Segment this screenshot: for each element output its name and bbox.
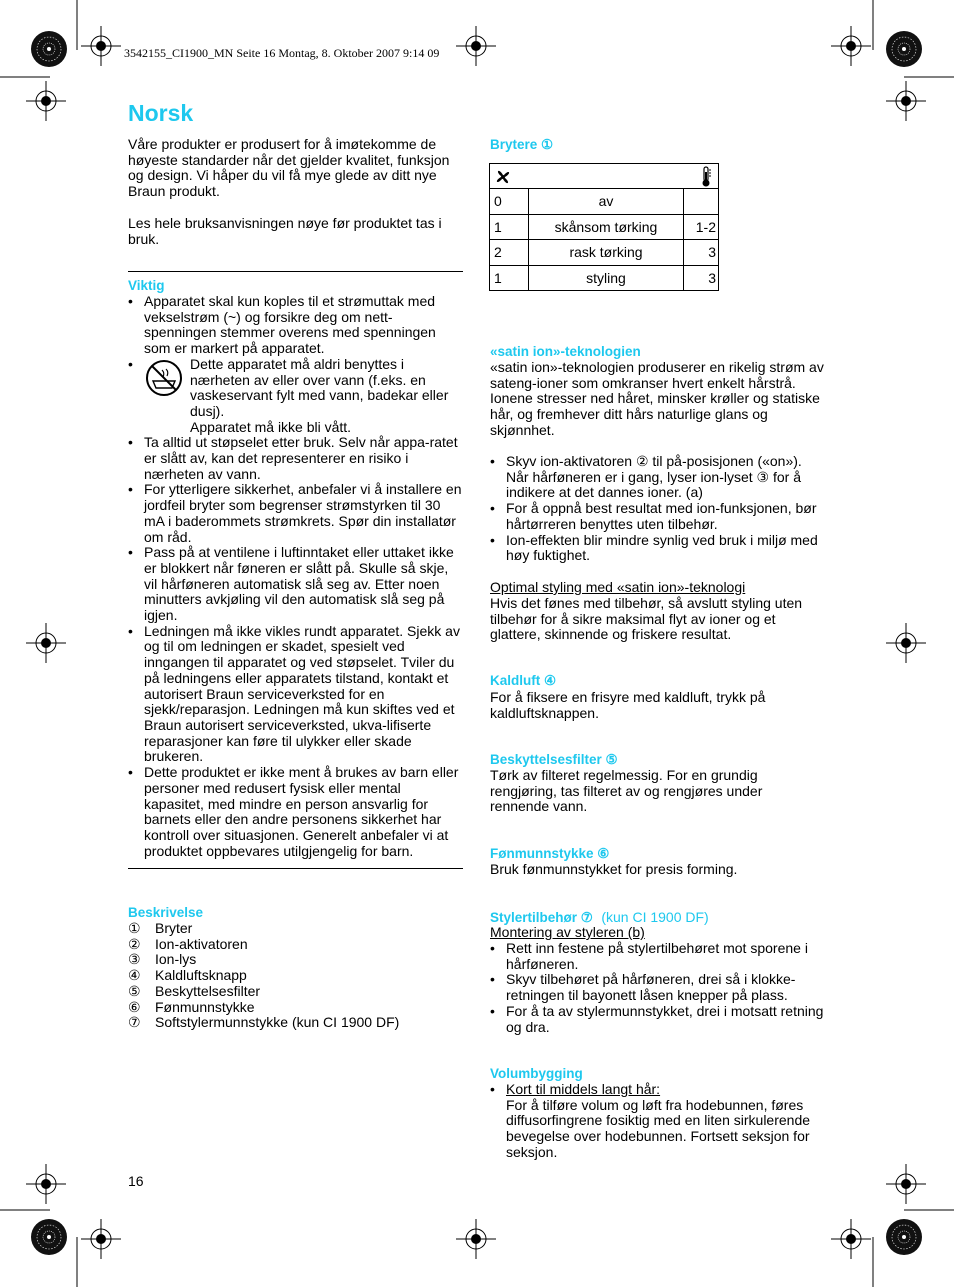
table-row bbox=[490, 240, 719, 266]
thermometer-icon bbox=[700, 166, 712, 188]
table-cell: 1 bbox=[490, 214, 529, 240]
volum-heading: Volumbygging bbox=[490, 1066, 583, 1081]
list-item bbox=[128, 952, 463, 968]
list-item bbox=[128, 984, 463, 1000]
styler-sub: Montering av styleren (b) bbox=[490, 924, 645, 940]
satin-list bbox=[490, 454, 825, 564]
list-item: • Skyv ion-aktivatoren ② til på-posisjonen («on»). Når hårføneren er i gang, lyser ion-lyset ③ for å indikere at det dannes ioner. (a) bbox=[490, 454, 825, 501]
table-cell: 3 bbox=[684, 240, 719, 266]
table-row bbox=[490, 189, 719, 215]
registration-mark bbox=[26, 81, 66, 121]
fan-icon bbox=[493, 167, 513, 187]
intro-paragraph-2: Les hele bruksanvisningen nøye før produktet tas i bruk. bbox=[128, 215, 442, 247]
item-label: Softstylermunnstykke (kun CI 1900 DF) bbox=[155, 1014, 400, 1031]
table-cell: styling bbox=[529, 265, 684, 291]
list-item: • Skyv tilbehøret på hårføneren, drei så i klokke-retningen til bayonett låsen knepper på plass. bbox=[490, 972, 825, 1003]
table-cell: 1-2 bbox=[684, 214, 719, 240]
item-number: ⑦ bbox=[128, 1014, 141, 1031]
volum-item-text: For å tilføre volum og løft fra hodebunnen, føres diffusorfingrene fosiktig med en liten sirkulerende bevegelse over hodebunnen. Fortsett seksjon for seksjon. bbox=[506, 1096, 811, 1160]
registration-mark bbox=[456, 1219, 496, 1259]
list-item: • Ta alltid ut støpselet etter bruk. Selv når appa-ratet er slått av, kan det representerer en risiko i nærheten av vann. bbox=[128, 435, 463, 482]
starburst-mark bbox=[886, 31, 922, 67]
item-label: Fønmunnstykke bbox=[155, 998, 255, 1015]
table-row bbox=[490, 214, 719, 240]
registration-mark bbox=[831, 26, 871, 66]
list-item: • For ytterligere sikkerhet, anbefaler vi å installere en jordfeil bryter som begrenser strømstyrken til 30 mA i baderommets strømkrets. Spør din installatør om råd. bbox=[128, 482, 463, 545]
list-item bbox=[128, 1015, 463, 1031]
list-item: • Rett inn festene på stylertilbehøret mot sporene i hårføneren. bbox=[490, 941, 825, 972]
table-cell: rask tørking bbox=[529, 240, 684, 266]
fonmunn-text: Bruk fønmunnstykket for presis forming. bbox=[490, 861, 738, 877]
registration-mark bbox=[26, 623, 66, 663]
item-label: Ion-aktivatoren bbox=[155, 935, 248, 952]
list-item bbox=[128, 937, 463, 953]
registration-mark bbox=[81, 26, 121, 66]
intro-paragraph-1: Våre produkter er produsert for å imøtekomme de høyeste standarder når det gjelder kvalitet, funksjon og design. Vi håper du vil få mye glede av ditt nye Braun produkt. bbox=[128, 136, 450, 200]
table-header-cell bbox=[490, 164, 719, 189]
item-number: ⑤ bbox=[128, 982, 141, 999]
table-cell: 1 bbox=[490, 265, 529, 291]
fonmunn-heading: Fønmunnstykke ⑥ bbox=[490, 846, 610, 861]
water-warning-text: • Dette apparatet må aldri benyttes i nærheten av eller over vann (f.eks. en vaskeservant fylt med vann, badekar eller dusj). bbox=[190, 355, 449, 419]
kaldluft-text: For å fiksere en frisyre med kaldluft, trykk på kaldluftsknappen. bbox=[490, 689, 766, 721]
item-number: ② bbox=[128, 935, 141, 952]
no-water-icon bbox=[144, 359, 184, 397]
table-row bbox=[490, 265, 719, 291]
viktig-heading: Viktig bbox=[128, 278, 165, 293]
list-item bbox=[490, 1082, 825, 1161]
registration-mark bbox=[456, 26, 496, 66]
filter-text: Tørk av filteret regelmessig. For en grundig rengjøring, tas filteret av og rengjøres under rennende vann. bbox=[490, 767, 763, 815]
satin-text: «satin ion»-teknologien produserer en rikelig strøm av sateng-ioner som omkranser hvert enkelt hårstrå. Ionene stresser ned håret, minsker krøller og statiske hår, og fremhever ditt hårs naturlige glans og skjønnhet. bbox=[490, 359, 824, 438]
table-cell: 3 bbox=[684, 265, 719, 291]
list-item: • Ledningen må ikke vikles rundt apparatet. Sjekk av og til om ledningen er skadet, spesielt ved inngangen til apparatet og ved støpselet. Tviler du på ledningens eller apparatets tilstand, kontakt et autorisert Braun serviceverksted for en sjekk/reparasjon. Ledningen må kun skiftes ved et Braun autorisert serviceverksted, ukva-lifiserte reparasjoner kan føre til ulykker eller skade brukeren. bbox=[128, 624, 463, 765]
table-cell: 2 bbox=[490, 240, 529, 266]
registration-mark bbox=[831, 1219, 871, 1259]
volum-item-title: • Kort til middels langt hår: bbox=[506, 1081, 661, 1097]
list-item: • For å ta av stylermunnstykket, drei i motsatt retning og dra. bbox=[490, 1004, 825, 1035]
satin-heading: «satin ion»-teknologien bbox=[490, 344, 641, 359]
table-cell bbox=[684, 189, 719, 215]
list-item bbox=[128, 357, 463, 436]
list-item: • Dette produktet er ikke ment å brukes av barn eller personer med redusert fysisk eller mental kapasitet, med mindre en person ansvarlig for barnets eller den andre personens sikkerhet har kontroll over situasjonen. Generelt anbefaler vi at produktet oppbevares utilgjengelig for barn. bbox=[128, 765, 463, 859]
starburst-mark bbox=[31, 31, 67, 67]
section-divider bbox=[128, 271, 463, 272]
registration-mark bbox=[886, 1164, 926, 1204]
filter-heading: Beskyttelsesfilter ⑤ bbox=[490, 752, 618, 767]
brytere-heading: Brytere ① bbox=[490, 137, 554, 152]
starburst-mark bbox=[886, 1219, 922, 1255]
item-label: Beskyttelsesfilter bbox=[155, 982, 261, 999]
item-number: ④ bbox=[128, 967, 141, 984]
table-cell: 0 bbox=[490, 189, 529, 215]
styler-heading-note: (kun CI 1900 DF) bbox=[601, 909, 709, 925]
registration-mark bbox=[26, 1164, 66, 1204]
table-header-row bbox=[490, 164, 719, 189]
beskrivelse-list bbox=[128, 921, 463, 1031]
optimal-text: Hvis det fønes med tilbehør, så avslutt styling uten tilbehør for å sikre maksimal flyt av ioner og et glattere, skinnende og friskere resultat. bbox=[490, 595, 803, 643]
item-number: ⑥ bbox=[128, 998, 141, 1015]
list-item: • Ion-effekten blir mindre synlig ved bruk i miljø med høy fuktighet. bbox=[490, 533, 825, 564]
list-item: • Pass på at ventilene i luftinntaket eller uttaket ikke er blokkert når føneren er slått på. Skulle så skje, vil hårføneren automatisk slå seg av. Etter noen minutters avkjøling vil den automatisk slå seg på igjen. bbox=[128, 545, 463, 624]
styler-heading: Stylertilbehør ⑦ bbox=[490, 910, 593, 925]
section-divider bbox=[128, 868, 463, 869]
item-number: ③ bbox=[128, 951, 141, 968]
kaldluft-heading: Kaldluft ④ bbox=[490, 673, 557, 688]
header-meta: 3542155_CI1900_MN Seite 16 Montag, 8. Oktober 2007 9:14 09 bbox=[124, 46, 440, 60]
list-item: • Apparatet skal kun koples til et strømuttak med vekselstrøm (~) og forsikre deg om nett-spenningen stemmer overens med spenningen som er markert på apparatet. bbox=[128, 294, 463, 357]
list-item: • For å oppnå best resultat med ion-funksjonen, bør hårtørreren benyttes uten tilbehør. bbox=[490, 501, 825, 532]
list-item bbox=[128, 968, 463, 984]
list-item bbox=[128, 1000, 463, 1016]
switch-table bbox=[489, 163, 719, 291]
page-title: Norsk bbox=[128, 100, 194, 126]
styler-list bbox=[490, 941, 825, 1035]
item-label: Ion-lys bbox=[155, 951, 197, 968]
table-cell: av bbox=[529, 189, 684, 215]
item-number: ① bbox=[128, 920, 141, 936]
item-label: Bryter bbox=[155, 920, 193, 936]
list-item bbox=[128, 921, 463, 937]
volum-list bbox=[490, 1082, 825, 1161]
item-label: Kaldluftsknapp bbox=[155, 967, 247, 984]
page-number: 16 bbox=[128, 1173, 144, 1189]
starburst-mark bbox=[31, 1219, 67, 1255]
optimal-heading: Optimal styling med «satin ion»-teknologi bbox=[490, 579, 746, 595]
beskrivelse-heading: Beskrivelse bbox=[128, 905, 204, 920]
registration-mark bbox=[886, 81, 926, 121]
registration-mark bbox=[81, 1219, 121, 1259]
registration-mark bbox=[886, 623, 926, 663]
viktig-list bbox=[128, 294, 463, 859]
wet-warning-text: Apparatet må ikke bli vått. bbox=[190, 418, 352, 435]
table-cell: skånsom tørking bbox=[529, 214, 684, 240]
